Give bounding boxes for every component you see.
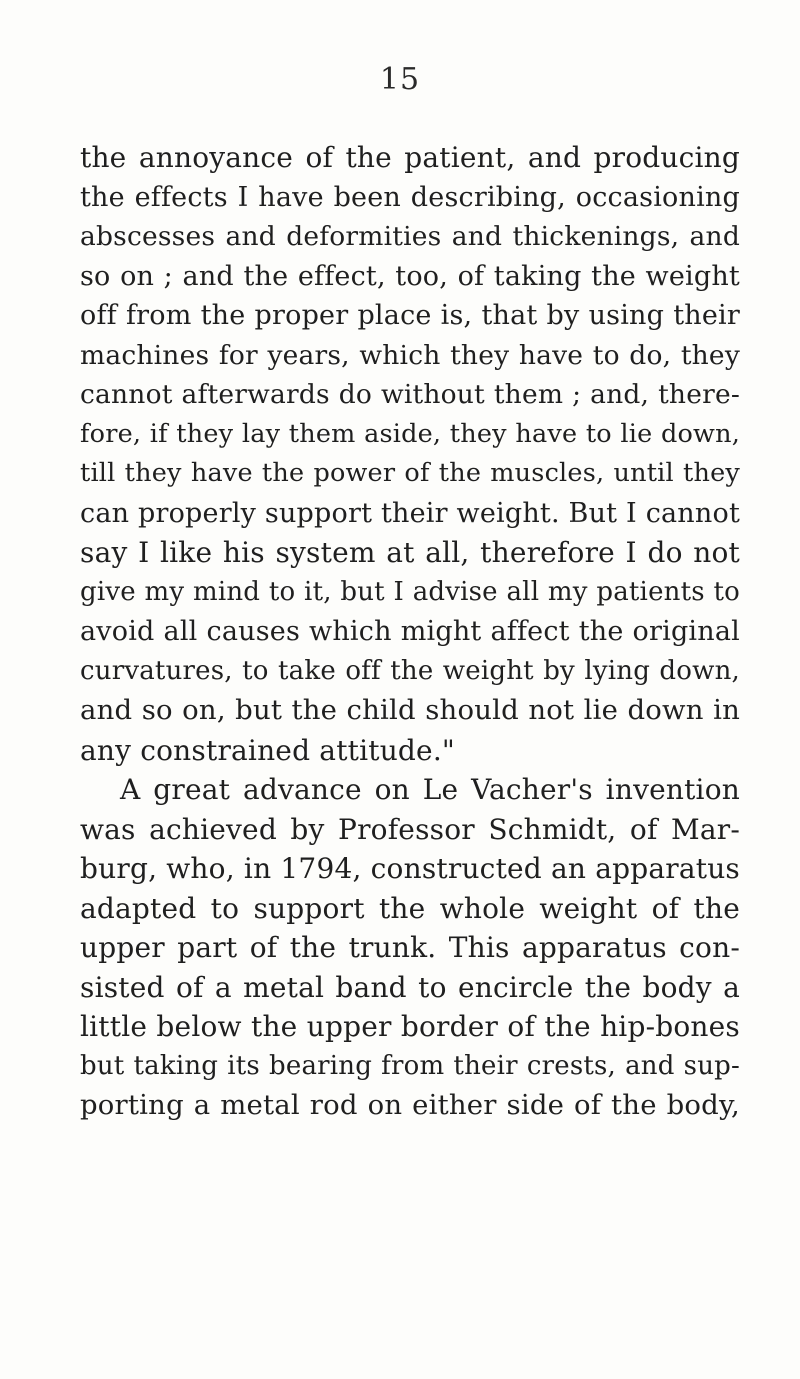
text-line: fore, if they lay them aside, they have to lie down,	[80, 418, 740, 449]
text-line: can properly support their weight. But I cannot	[80, 497, 740, 529]
text-line: cannot afterwards do without them ; and, there-	[80, 379, 740, 410]
text-line: till they have the power of the muscles, until they	[80, 458, 740, 488]
text-line-paragraph-start: A great advance on Le Vacher's invention	[120, 773, 740, 806]
page-number: 15	[379, 62, 421, 97]
text-line: off from the proper place is, that by using their	[80, 300, 740, 331]
body-text	[80, 138, 740, 1126]
text-line: say I like his system at all, therefore I do not	[80, 536, 740, 569]
text-line: but taking its bearing from their crests, and sup-	[80, 1050, 740, 1081]
text-line: sisted of a metal band to encircle the body a	[80, 970, 740, 1004]
text-line: adapted to support the whole weight of the	[80, 891, 740, 925]
text-line: machines for years, which they have to do, they	[80, 339, 740, 371]
text-line: little below the upper border of the hip-bones	[80, 1010, 740, 1043]
text-line: any constrained attitude."	[80, 733, 456, 767]
text-line: burg, who, in 1794, constructed an apparatus	[80, 852, 741, 885]
text-line: the effects I have been describing, occasioning	[80, 181, 740, 213]
text-line: and so on, but the child should not lie down in	[80, 694, 740, 726]
text-line: so on ; and the effect, too, of taking the weight	[80, 260, 740, 292]
text-line: give my mind to it, but I advise all my patients to	[80, 576, 740, 607]
text-line: the annoyance of the patient, and producing	[80, 141, 740, 174]
text-line: curvatures, to take off the weight by lying down,	[80, 655, 740, 686]
text-line: abscesses and deformities and thickenings, and	[80, 221, 740, 252]
text-line: upper part of the trunk. This apparatus con-	[80, 931, 740, 964]
text-line: avoid all causes which might affect the original	[80, 616, 740, 647]
text-line: porting a metal rod on either side of the body,	[80, 1089, 740, 1121]
text-line: was achieved by Professor Schmidt, of Mar-	[80, 812, 740, 846]
